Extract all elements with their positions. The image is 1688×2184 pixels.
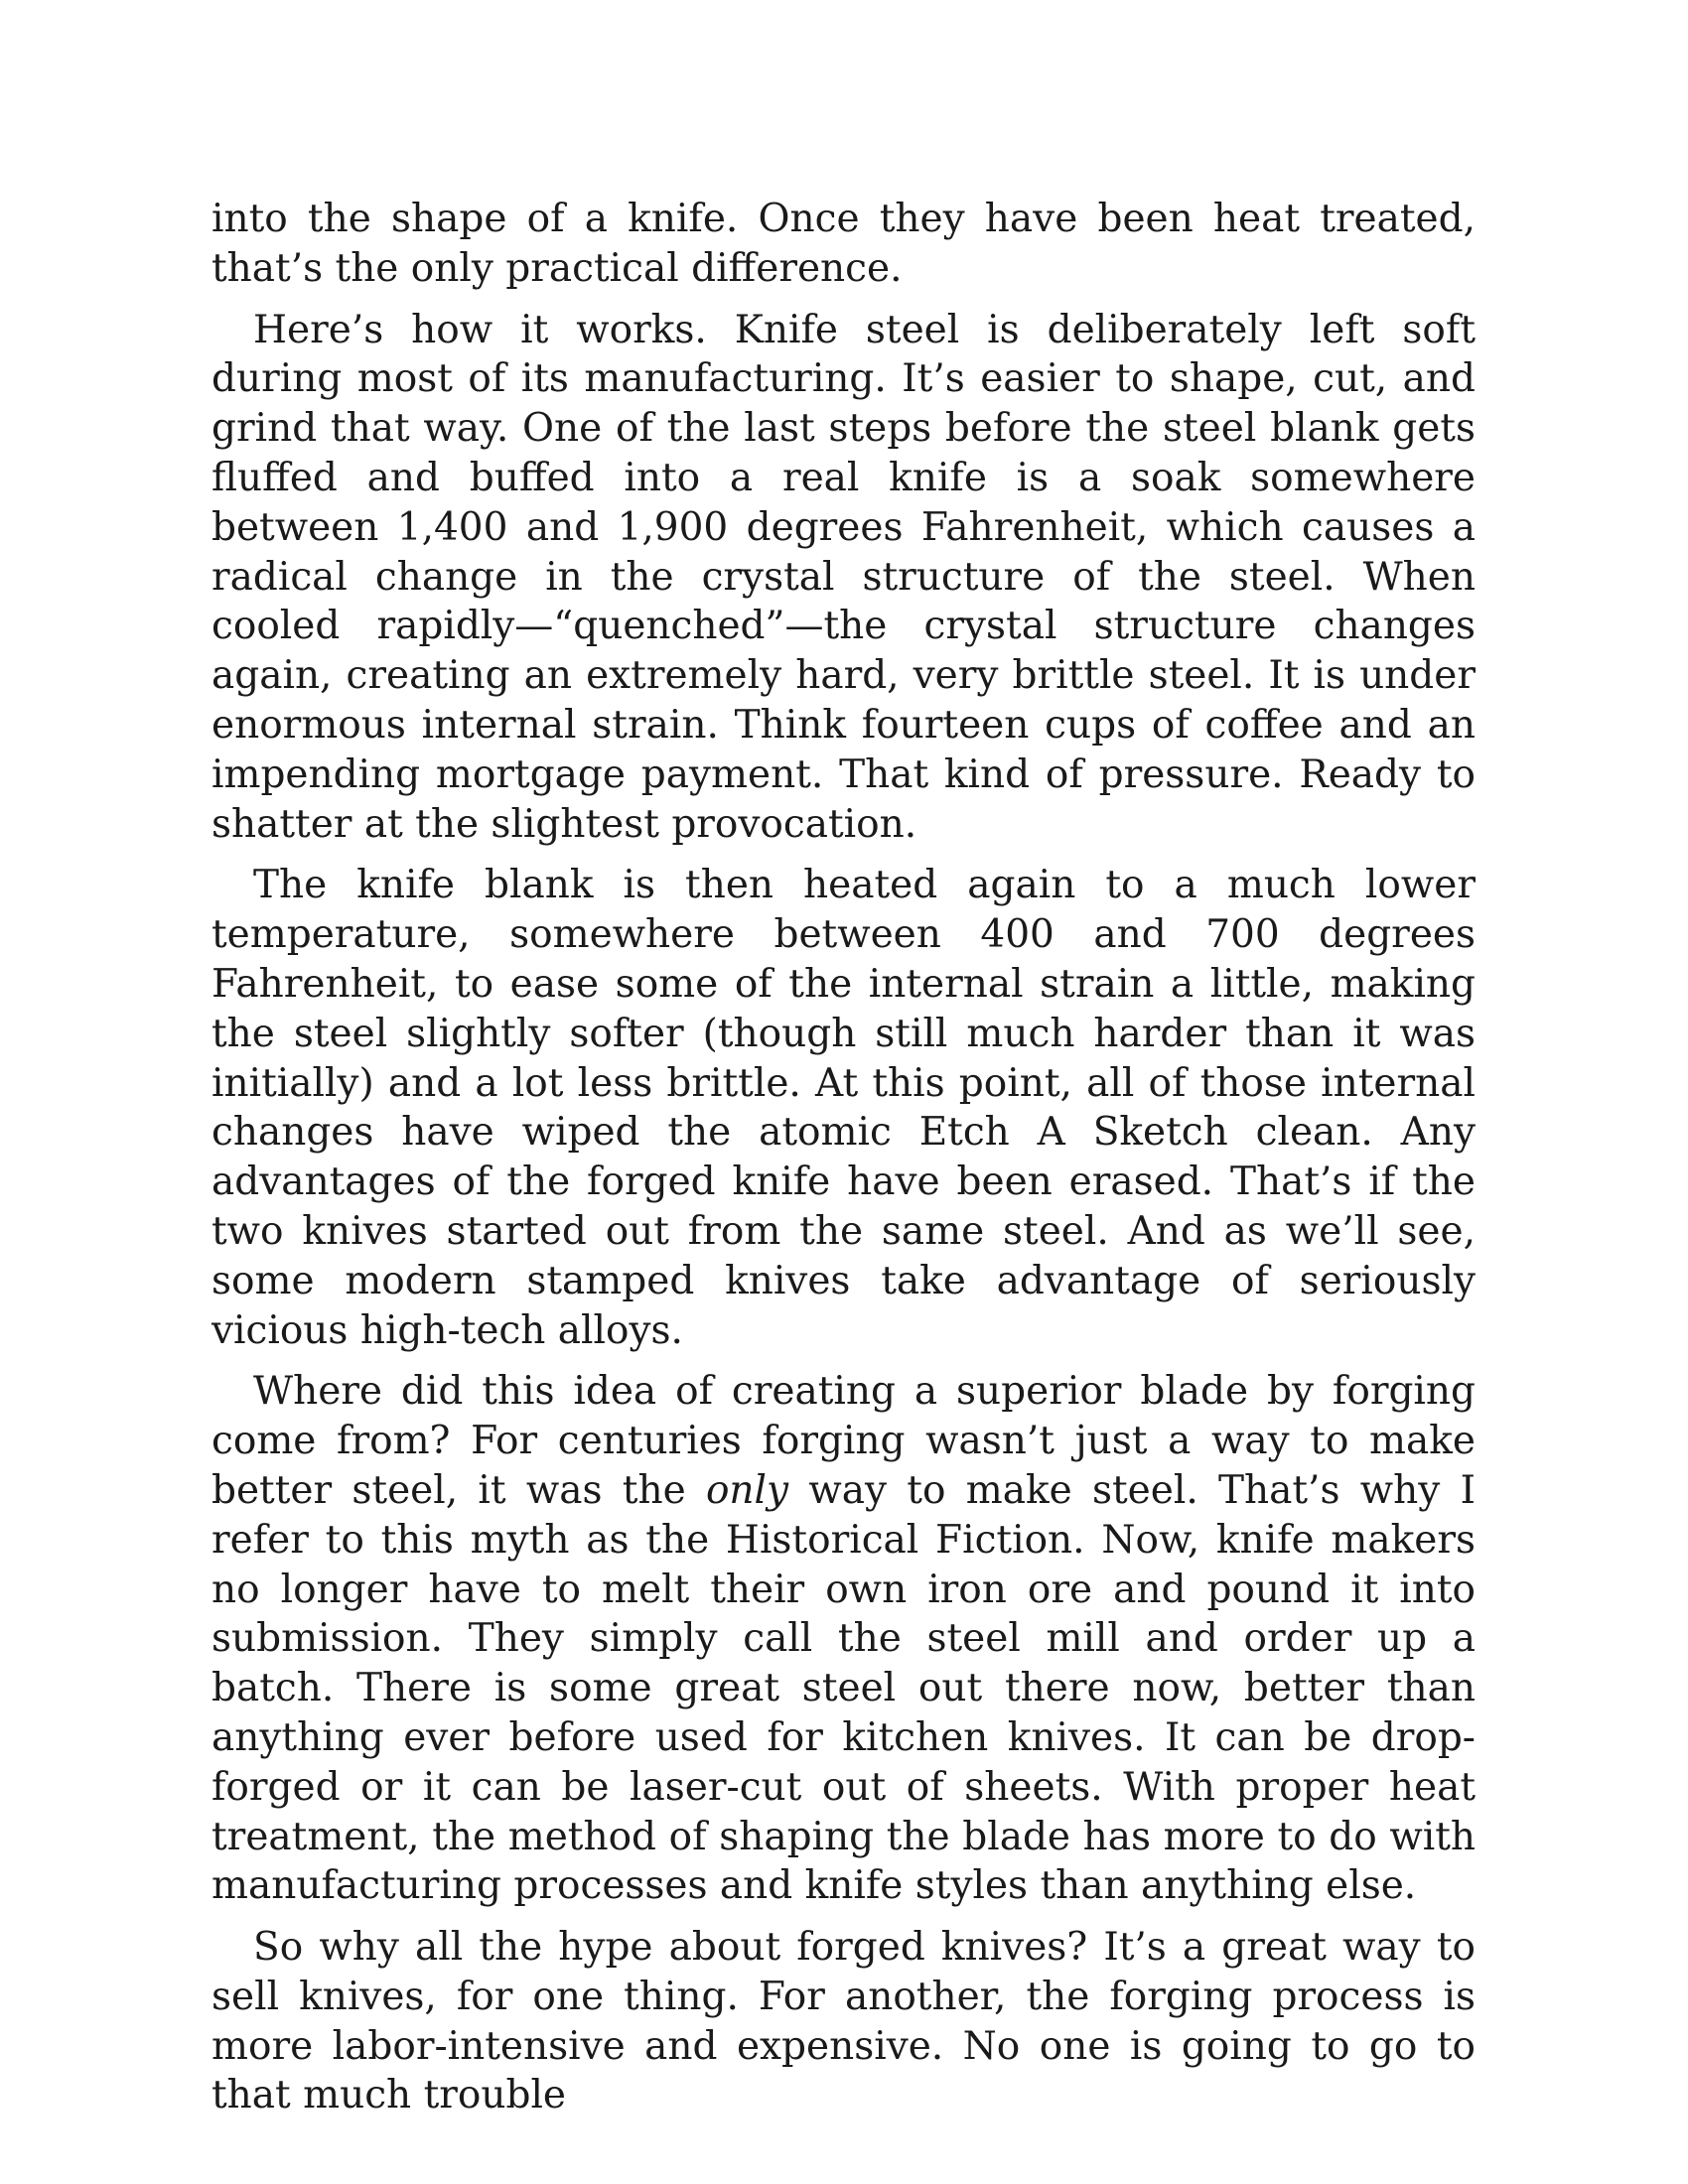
emphasis-only: only — [705, 1467, 789, 1513]
page-body — [211, 195, 1476, 2132]
paragraph-historical-fiction — [211, 1367, 1476, 1911]
paragraph-text-after: way to make steel. That’s why I refer to this myth as the Historical Fiction. Now, knife makers no longer have to melt their own iron ore and pound it into submission. They simply call the steel mill and order up a batch. There is some great steel out there now, better than anything ever before used for kitchen knives. It can be drop-forged or it can be laser-cut out of sheets. With proper heat treatment, the method of shaping the blade has more to do with manufacturing processes and knife styles than anything else. — [211, 1467, 1476, 1909]
paragraph-text-before: Where did this idea of creating a superior blade by forging come from? For centuries forging wasn’t just a way to make better steel, it was the — [211, 1369, 1476, 1513]
paragraph-forged-hype: So why all the hype about forged knives? It’s a great way to sell knives, for one thing. For another, the forging process is more labor-intensive and expensive. No one is going to go to that much trouble — [211, 1925, 1476, 2118]
paragraph-heat-treatment: Here’s how it works. Knife steel is deliberately left soft during most of its manufacturing. It’s easier to shape, cut, and grind that way. One of the last steps before the steel blank gets fluffed and buffed into a real knife is a soak somewhere between 1,400 and 1,900 degrees Fahrenheit, which causes a radical change in the crystal structure of the steel. When cooled rapidly—“quenched”—the crystal structure changes again, creating an extremely hard, very brittle steel. It is under enormous internal strain. Think fourteen cups of coffee and an impending mortgage payment. That kind of pressure. Ready to shatter at the slightest provocation. — [211, 307, 1476, 847]
paragraph-continued: into the shape of a knife. Once they have been heat treated, that’s the only practical difference. — [211, 197, 1476, 291]
paragraph-tempering: The knife blank is then heated again to a much lower temperature, somewhere between 400 and 700 degrees Fahrenheit, to ease some of the internal strain a little, making the steel slightly softer (though still much harder than it was initially) and a lot less brittle. At this point, all of those internal changes have wiped the atomic Etch A Sketch clean. Any advantages of the forged knife have been erased. That’s if the two knives started out from the same steel. And as we’ll see, some modern stamped knives take advantage of seriously vicious high-tech alloys. — [211, 863, 1476, 1353]
